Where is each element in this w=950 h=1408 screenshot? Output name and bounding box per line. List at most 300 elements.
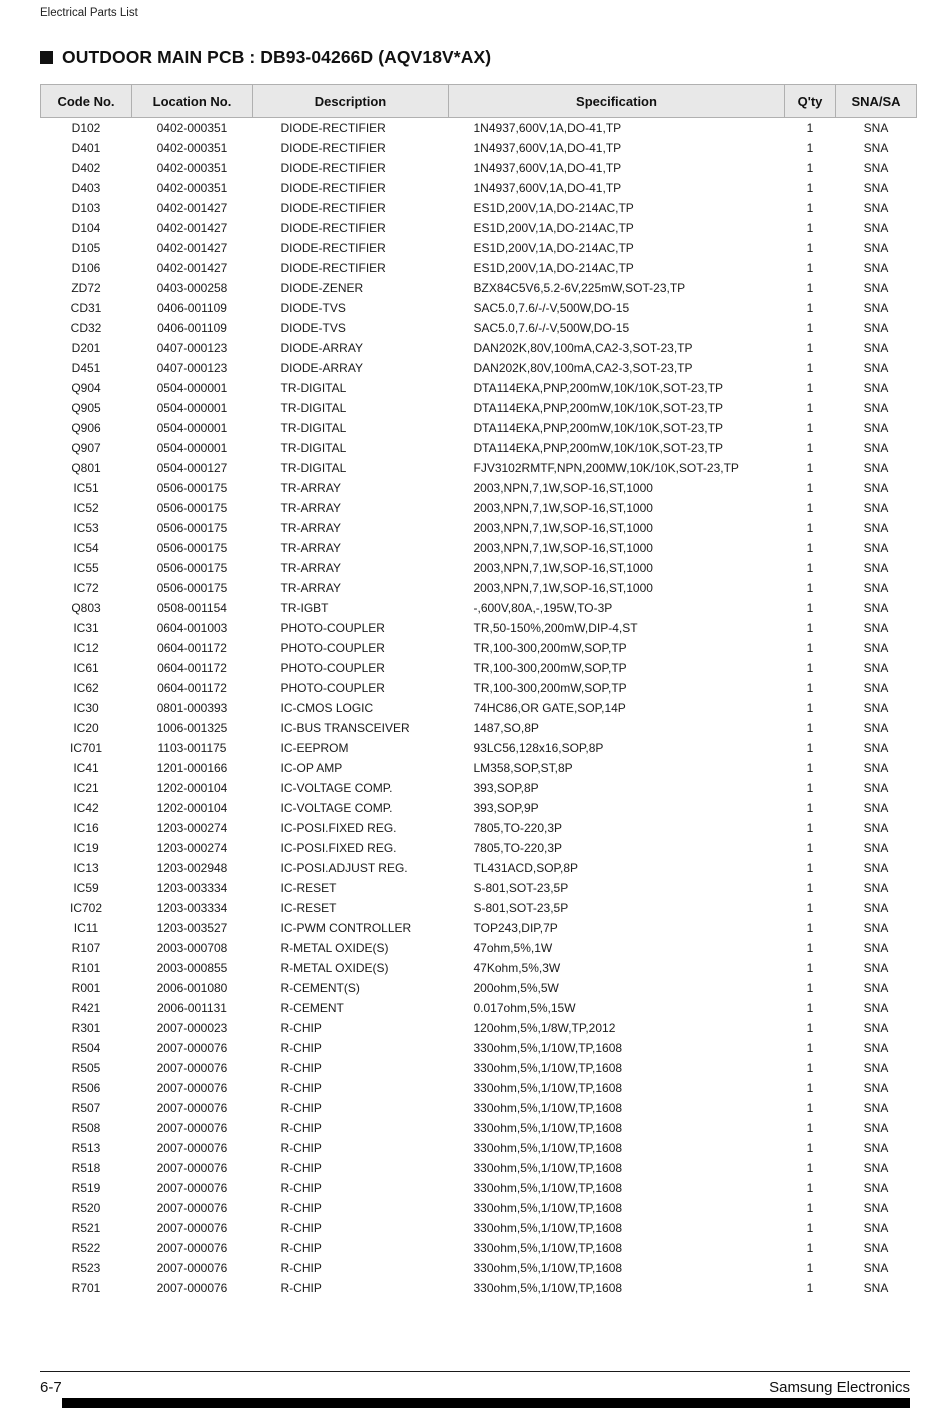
cell-description: TR-DIGITAL: [280, 421, 347, 435]
cell-specification: 330ohm,5%,1/10W,TP,1608: [473, 1121, 623, 1135]
cell-specification: DAN202K,80V,100mA,CA2-3,SOT-23,TP: [473, 361, 693, 375]
parts-table-header: [41, 85, 917, 118]
cell-qty: 1: [806, 1121, 814, 1135]
cell-qty: 1: [806, 781, 814, 795]
cell-location-no: 1203-002948: [156, 861, 228, 875]
table-row: [41, 298, 917, 318]
cell-sna-sa: SNA: [863, 1141, 889, 1155]
cell-code-no: R107: [71, 941, 101, 955]
table-row: [41, 178, 917, 198]
table-row: [41, 118, 917, 139]
cell-location-no: 0506-000175: [156, 481, 228, 495]
cell-code-no: R101: [71, 961, 101, 975]
cell-location-no: 2003-000855: [156, 961, 228, 975]
cell-qty: 1: [806, 1021, 814, 1035]
cell-code-no: D403: [71, 181, 101, 195]
cell-description: IC-POSI.ADJUST REG.: [280, 861, 408, 875]
cell-sna-sa: SNA: [863, 901, 889, 915]
cell-specification: ES1D,200V,1A,DO-214AC,TP: [473, 221, 634, 235]
cell-qty: 1: [806, 661, 814, 675]
cell-description: PHOTO-COUPLER: [280, 621, 385, 635]
cell-sna-sa: SNA: [863, 501, 889, 515]
cell-location-no: 1203-003334: [156, 881, 228, 895]
cell-code-no: R505: [71, 1061, 101, 1075]
cell-sna-sa: SNA: [863, 941, 889, 955]
cell-description: TR-ARRAY: [280, 581, 341, 595]
cell-location-no: 0402-001427: [156, 221, 228, 235]
cell-code-no: IC20: [73, 721, 99, 735]
cell-qty: 1: [806, 1101, 814, 1115]
cell-code-no: R523: [71, 1261, 101, 1275]
cell-qty: 1: [806, 1081, 814, 1095]
footer-black-bar: [62, 1398, 910, 1408]
square-bullet-icon: [40, 51, 53, 64]
cell-code-no: IC11: [73, 921, 99, 935]
cell-description: IC-PWM CONTROLLER: [280, 921, 412, 935]
cell-qty: 1: [806, 261, 814, 275]
cell-specification: TR,100-300,200mW,SOP,TP: [473, 641, 627, 655]
cell-sna-sa: SNA: [863, 821, 889, 835]
cell-location-no: 2006-001131: [157, 1001, 227, 1015]
column-header-code-no: Code No.: [41, 85, 132, 118]
table-row: [41, 858, 917, 878]
cell-code-no: D201: [71, 341, 101, 355]
column-header-location-no: Location No.: [132, 85, 253, 118]
cell-sna-sa: SNA: [863, 361, 889, 375]
table-row: [41, 218, 917, 238]
cell-description: TR-DIGITAL: [280, 381, 347, 395]
table-row: [41, 618, 917, 638]
cell-sna-sa: SNA: [863, 1241, 889, 1255]
cell-location-no: 0801-000393: [156, 701, 228, 715]
cell-description: IC-VOLTAGE COMP.: [280, 781, 393, 795]
table-row: [41, 358, 917, 378]
cell-specification: 2003,NPN,7,1W,SOP-16,ST,1000: [473, 541, 653, 555]
cell-qty: 1: [806, 281, 814, 295]
cell-specification: LM358,SOP,ST,8P: [473, 761, 573, 775]
cell-qty: 1: [806, 721, 814, 735]
cell-qty: 1: [806, 481, 814, 495]
cell-description: R-CHIP: [280, 1241, 322, 1255]
page-footer: [40, 1379, 910, 1396]
cell-location-no: 2007-000076: [156, 1041, 228, 1055]
cell-description: DIODE-RECTIFIER: [280, 201, 386, 215]
cell-sna-sa: SNA: [863, 981, 889, 995]
cell-qty: 1: [806, 941, 814, 955]
cell-sna-sa: SNA: [863, 861, 889, 875]
cell-location-no: 2007-000076: [156, 1241, 228, 1255]
table-row: [41, 918, 917, 938]
cell-description: DIODE-RECTIFIER: [280, 261, 386, 275]
cell-code-no: IC52: [73, 501, 99, 515]
cell-specification: BZX84C5V6,5.2-6V,225mW,SOT-23,TP: [473, 281, 686, 295]
cell-sna-sa: SNA: [863, 761, 889, 775]
cell-code-no: Q904: [71, 381, 101, 395]
cell-description: IC-EEPROM: [280, 741, 349, 755]
cell-specification: 330ohm,5%,1/10W,TP,1608: [473, 1221, 623, 1235]
cell-description: PHOTO-COUPLER: [280, 661, 385, 675]
cell-location-no: 1203-000274: [156, 841, 228, 855]
cell-specification: TL431ACD,SOP,8P: [473, 861, 579, 875]
cell-description: IC-RESET: [280, 881, 337, 895]
cell-sna-sa: SNA: [863, 281, 889, 295]
cell-code-no: CD31: [70, 301, 102, 315]
cell-description: IC-POSI.FIXED REG.: [280, 841, 397, 855]
cell-description: IC-CMOS LOGIC: [280, 701, 374, 715]
cell-sna-sa: SNA: [863, 421, 889, 435]
cell-sna-sa: SNA: [863, 1081, 889, 1095]
cell-location-no: 1202-000104: [156, 801, 228, 815]
cell-description: IC-VOLTAGE COMP.: [280, 801, 393, 815]
cell-sna-sa: SNA: [863, 461, 889, 475]
cell-code-no: D402: [71, 161, 101, 175]
cell-description: DIODE-RECTIFIER: [280, 141, 386, 155]
table-row: [41, 558, 917, 578]
cell-sna-sa: SNA: [863, 221, 889, 235]
cell-sna-sa: SNA: [863, 401, 889, 415]
cell-location-no: 2003-000708: [156, 941, 228, 955]
cell-code-no: IC54: [73, 541, 99, 555]
cell-qty: 1: [806, 761, 814, 775]
cell-code-no: D451: [71, 361, 101, 375]
table-row: [41, 678, 917, 698]
cell-qty: 1: [806, 1201, 814, 1215]
cell-description: DIODE-TVS: [280, 321, 346, 335]
cell-qty: 1: [806, 1261, 814, 1275]
cell-location-no: 0402-000351: [156, 181, 228, 195]
cell-description: TR-ARRAY: [280, 481, 341, 495]
cell-sna-sa: SNA: [863, 961, 889, 975]
cell-code-no: IC21: [73, 781, 99, 795]
column-header-qty: Q'ty: [785, 85, 836, 118]
cell-specification: 47Kohm,5%,3W: [473, 961, 561, 975]
table-row: [41, 338, 917, 358]
cell-location-no: 2007-000076: [156, 1101, 228, 1115]
column-header-sna-sa: SNA/SA: [836, 85, 917, 118]
cell-code-no: Q906: [71, 421, 101, 435]
cell-location-no: 1006-001325: [156, 721, 228, 735]
cell-specification: 330ohm,5%,1/10W,TP,1608: [473, 1061, 623, 1075]
parts-table-body: [41, 118, 917, 1299]
cell-sna-sa: SNA: [863, 1281, 889, 1295]
table-row: [41, 518, 917, 538]
cell-qty: 1: [806, 541, 814, 555]
cell-sna-sa: SNA: [863, 241, 889, 255]
cell-qty: 1: [806, 901, 814, 915]
table-row: [41, 1218, 917, 1238]
cell-qty: 1: [806, 381, 814, 395]
cell-code-no: D103: [71, 201, 101, 215]
cell-sna-sa: SNA: [863, 701, 889, 715]
cell-specification: SAC5.0,7.6/-/-V,500W,DO-15: [473, 321, 630, 335]
cell-description: IC-BUS TRANSCEIVER: [280, 721, 410, 735]
cell-code-no: R520: [71, 1201, 101, 1215]
table-row: [41, 1138, 917, 1158]
cell-code-no: IC72: [73, 581, 99, 595]
cell-description: PHOTO-COUPLER: [280, 681, 385, 695]
cell-location-no: 0506-000175: [156, 561, 228, 575]
cell-qty: 1: [806, 1221, 814, 1235]
table-row: [41, 758, 917, 778]
table-row: [41, 738, 917, 758]
cell-qty: 1: [806, 841, 814, 855]
cell-location-no: 2006-001080: [156, 981, 228, 995]
cell-sna-sa: SNA: [863, 381, 889, 395]
cell-specification: 330ohm,5%,1/10W,TP,1608: [473, 1241, 623, 1255]
cell-location-no: 2007-000076: [156, 1221, 228, 1235]
section-title-text: OUTDOOR MAIN PCB : DB93-04266D (AQV18V*AX): [62, 47, 492, 67]
cell-location-no: 0508-001154: [157, 601, 227, 615]
cell-qty: 1: [806, 321, 814, 335]
cell-specification: 120ohm,5%,1/8W,TP,2012: [473, 1021, 616, 1035]
cell-sna-sa: SNA: [863, 161, 889, 175]
table-row: [41, 1158, 917, 1178]
cell-specification: 7805,TO-220,3P: [473, 841, 563, 855]
cell-specification: 330ohm,5%,1/10W,TP,1608: [473, 1081, 623, 1095]
cell-specification: 330ohm,5%,1/10W,TP,1608: [473, 1281, 623, 1295]
cell-code-no: IC59: [73, 881, 99, 895]
cell-qty: 1: [806, 141, 814, 155]
cell-description: R-METAL OXIDE(S): [280, 941, 389, 955]
cell-description: TR-ARRAY: [280, 561, 341, 575]
cell-specification: 330ohm,5%,1/10W,TP,1608: [473, 1101, 623, 1115]
cell-specification: DTA114EKA,PNP,200mW,10K/10K,SOT-23,TP: [473, 401, 723, 415]
cell-description: TR-DIGITAL: [280, 441, 347, 455]
cell-code-no: IC62: [73, 681, 99, 695]
cell-location-no: 0402-001427: [156, 241, 228, 255]
cell-qty: 1: [806, 241, 814, 255]
cell-description: TR-IGBT: [280, 601, 329, 615]
table-row: [41, 1118, 917, 1138]
cell-description: R-CHIP: [280, 1281, 322, 1295]
cell-specification: TR,100-300,200mW,SOP,TP: [473, 661, 627, 675]
table-row: [41, 458, 917, 478]
section-title: [40, 47, 491, 68]
cell-qty: 1: [806, 641, 814, 655]
cell-specification: 2003,NPN,7,1W,SOP-16,ST,1000: [473, 481, 653, 495]
cell-location-no: 0504-000127: [156, 461, 228, 475]
table-row: [41, 418, 917, 438]
table-row: [41, 978, 917, 998]
cell-code-no: R519: [71, 1181, 101, 1195]
cell-sna-sa: SNA: [863, 141, 889, 155]
table-row: [41, 798, 917, 818]
cell-location-no: 0402-001427: [156, 261, 228, 275]
cell-specification: 330ohm,5%,1/10W,TP,1608: [473, 1041, 623, 1055]
cell-specification: FJV3102RMTF,NPN,200MW,10K/10K,SOT-23,TP: [473, 461, 739, 475]
table-row: [41, 778, 917, 798]
cell-location-no: 0402-000351: [156, 141, 228, 155]
cell-description: TR-DIGITAL: [280, 401, 347, 415]
cell-code-no: Q801: [71, 461, 101, 475]
cell-qty: 1: [806, 521, 814, 535]
cell-sna-sa: SNA: [863, 341, 889, 355]
cell-qty: 1: [806, 701, 814, 715]
cell-sna-sa: SNA: [863, 481, 889, 495]
table-row: [41, 538, 917, 558]
table-row: [41, 938, 917, 958]
table-row: [41, 438, 917, 458]
cell-description: DIODE-ARRAY: [280, 341, 363, 355]
cell-code-no: R301: [71, 1021, 101, 1035]
cell-sna-sa: SNA: [863, 1261, 889, 1275]
cell-description: R-CEMENT: [280, 1001, 344, 1015]
cell-qty: 1: [806, 741, 814, 755]
cell-location-no: 0506-000175: [156, 501, 228, 515]
cell-description: R-CHIP: [280, 1061, 322, 1075]
cell-code-no: ZD72: [71, 281, 101, 295]
cell-location-no: 1203-003334: [156, 901, 228, 915]
table-row: [41, 138, 917, 158]
cell-qty: 1: [806, 221, 814, 235]
cell-qty: 1: [806, 181, 814, 195]
cell-description: R-CHIP: [280, 1041, 322, 1055]
cell-specification: 1N4937,600V,1A,DO-41,TP: [473, 181, 622, 195]
cell-description: IC-POSI.FIXED REG.: [280, 821, 397, 835]
cell-qty: 1: [806, 801, 814, 815]
cell-sna-sa: SNA: [863, 1101, 889, 1115]
cell-code-no: Q803: [71, 601, 101, 615]
cell-qty: 1: [806, 301, 814, 315]
cell-specification: ES1D,200V,1A,DO-214AC,TP: [473, 201, 634, 215]
cell-qty: 1: [806, 501, 814, 515]
cell-location-no: 0506-000175: [156, 581, 228, 595]
table-row: [41, 578, 917, 598]
cell-specification: 330ohm,5%,1/10W,TP,1608: [473, 1161, 623, 1175]
cell-description: TR-ARRAY: [280, 501, 341, 515]
cell-specification: 2003,NPN,7,1W,SOP-16,ST,1000: [473, 501, 653, 515]
cell-description: R-CHIP: [280, 1181, 322, 1195]
table-row: [41, 478, 917, 498]
cell-description: DIODE-RECTIFIER: [280, 221, 386, 235]
cell-qty: 1: [806, 161, 814, 175]
document-header-label: Electrical Parts List: [40, 7, 138, 19]
cell-sna-sa: SNA: [863, 1061, 889, 1075]
table-row: [41, 638, 917, 658]
cell-location-no: 2007-000076: [156, 1201, 228, 1215]
footer-brand: Samsung Electronics: [769, 1379, 910, 1396]
table-row: [41, 398, 917, 418]
cell-specification: 2003,NPN,7,1W,SOP-16,ST,1000: [473, 561, 653, 575]
cell-qty: 1: [806, 1281, 814, 1295]
cell-qty: 1: [806, 1001, 814, 1015]
cell-sna-sa: SNA: [863, 741, 889, 755]
table-row: [41, 698, 917, 718]
page-number: 6-7: [40, 1379, 62, 1396]
cell-sna-sa: SNA: [863, 1221, 889, 1235]
cell-specification: 2003,NPN,7,1W,SOP-16,ST,1000: [473, 521, 653, 535]
cell-code-no: IC701: [69, 741, 103, 755]
cell-location-no: 0506-000175: [156, 541, 228, 555]
cell-description: R-METAL OXIDE(S): [280, 961, 389, 975]
cell-qty: 1: [806, 201, 814, 215]
cell-location-no: 0504-000001: [156, 421, 228, 435]
cell-qty: 1: [806, 581, 814, 595]
cell-qty: 1: [806, 1041, 814, 1055]
cell-specification: ES1D,200V,1A,DO-214AC,TP: [473, 261, 634, 275]
cell-sna-sa: SNA: [863, 181, 889, 195]
cell-code-no: CD32: [70, 321, 102, 335]
cell-location-no: 0407-000123: [156, 341, 228, 355]
table-row: [41, 658, 917, 678]
cell-description: DIODE-RECTIFIER: [280, 241, 386, 255]
table-row: [41, 818, 917, 838]
cell-specification: 330ohm,5%,1/10W,TP,1608: [473, 1201, 623, 1215]
table-row: [41, 158, 917, 178]
cell-specification: 1N4937,600V,1A,DO-41,TP: [473, 161, 622, 175]
cell-code-no: IC55: [73, 561, 99, 575]
cell-specification: 200ohm,5%,5W: [473, 981, 559, 995]
cell-code-no: R508: [71, 1121, 101, 1135]
cell-specification: TR,50-150%,200mW,DIP-4,ST: [473, 621, 638, 635]
column-header-specification: Specification: [449, 85, 785, 118]
table-row: [41, 278, 917, 298]
cell-specification: 330ohm,5%,1/10W,TP,1608: [473, 1141, 623, 1155]
cell-code-no: IC30: [73, 701, 99, 715]
cell-specification: 393,SOP,9P: [473, 801, 539, 815]
cell-qty: 1: [806, 421, 814, 435]
cell-code-no: D105: [71, 241, 101, 255]
cell-sna-sa: SNA: [863, 641, 889, 655]
table-row: [41, 1018, 917, 1038]
cell-qty: 1: [806, 1061, 814, 1075]
cell-location-no: 0506-000175: [156, 521, 228, 535]
cell-code-no: D106: [71, 261, 101, 275]
cell-code-no: R521: [71, 1221, 101, 1235]
cell-code-no: D401: [71, 141, 101, 155]
cell-qty: 1: [806, 621, 814, 635]
cell-qty: 1: [806, 1241, 814, 1255]
cell-location-no: 2007-000076: [156, 1061, 228, 1075]
cell-code-no: IC16: [73, 821, 99, 835]
cell-code-no: IC13: [73, 861, 99, 875]
cell-qty: 1: [806, 441, 814, 455]
cell-sna-sa: SNA: [863, 1181, 889, 1195]
cell-specification: 1N4937,600V,1A,DO-41,TP: [473, 141, 622, 155]
cell-sna-sa: SNA: [863, 261, 889, 275]
table-row: [41, 838, 917, 858]
cell-code-no: IC53: [73, 521, 99, 535]
cell-location-no: 0504-000001: [156, 381, 228, 395]
cell-specification: DTA114EKA,PNP,200mW,10K/10K,SOT-23,TP: [473, 421, 723, 435]
table-row: [41, 998, 917, 1018]
cell-qty: 1: [806, 1141, 814, 1155]
table-row: [41, 958, 917, 978]
cell-description: IC-RESET: [280, 901, 337, 915]
cell-description: R-CHIP: [280, 1121, 322, 1135]
cell-code-no: D104: [71, 221, 101, 235]
cell-code-no: IC61: [73, 661, 99, 675]
cell-code-no: R001: [71, 981, 101, 995]
cell-description: TR-ARRAY: [280, 521, 341, 535]
cell-location-no: 2007-000076: [156, 1161, 228, 1175]
cell-qty: 1: [806, 461, 814, 475]
footer-divider: [40, 1371, 910, 1372]
cell-code-no: IC702: [69, 901, 103, 915]
table-row: [41, 1038, 917, 1058]
cell-specification: -,600V,80A,-,195W,TO-3P: [473, 601, 613, 615]
cell-description: R-CEMENT(S): [280, 981, 360, 995]
cell-location-no: 1201-000166: [156, 761, 228, 775]
cell-code-no: IC19: [73, 841, 99, 855]
cell-sna-sa: SNA: [863, 441, 889, 455]
table-row: [41, 238, 917, 258]
cell-specification: SAC5.0,7.6/-/-V,500W,DO-15: [473, 301, 630, 315]
cell-sna-sa: SNA: [863, 601, 889, 615]
cell-specification: S-801,SOT-23,5P: [473, 901, 569, 915]
cell-code-no: R513: [71, 1141, 101, 1155]
table-row: [41, 898, 917, 918]
